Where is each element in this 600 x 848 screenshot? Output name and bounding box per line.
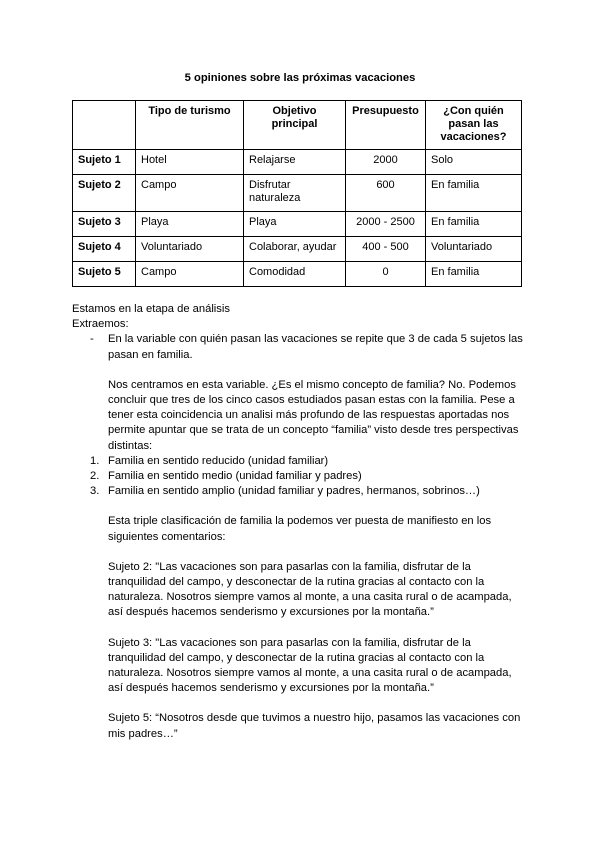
table-cell: Voluntariado <box>426 237 522 262</box>
analysis-text <box>72 302 528 742</box>
paragraph: Esta triple clasificación de familia la podemos ver puesta de manifiesto en los siguientes comentarios: <box>108 515 492 543</box>
table-cell: Disfrutar naturaleza <box>244 175 346 212</box>
list-number: 2. <box>90 470 100 483</box>
list-text: Familia en sentido medio (unidad familiar y padres) <box>108 470 362 483</box>
table-cell: 0 <box>346 262 426 287</box>
table-cell: En familia <box>426 262 522 287</box>
table-header-cell: Tipo de turismo <box>136 101 244 150</box>
table-cell: Campo <box>136 262 244 287</box>
opinions-table <box>72 100 522 287</box>
quote-paragraph: Sujeto 5: “Nosotros desde que tuvimos a nuestro hijo, pasamos las vacaciones con mis padres…” <box>108 712 521 740</box>
table-row <box>73 262 522 287</box>
list-text: Familia en sentido reducido (unidad familiar) <box>108 454 329 467</box>
table-cell: 400 - 500 <box>346 237 426 262</box>
table-row <box>73 175 522 212</box>
table-cell: Sujeto 3 <box>73 212 136 237</box>
table-header-cell: Objetivo principal <box>244 101 346 150</box>
table-row <box>73 237 522 262</box>
list-number: 3. <box>90 485 100 498</box>
table-cell: Playa <box>244 212 346 237</box>
table-header-cell: ¿Con quién pasan las vacaciones? <box>426 101 522 150</box>
table-header-cell: Presupuesto <box>346 101 426 150</box>
table-cell: En familia <box>426 212 522 237</box>
list-text: Familia en sentido amplio (unidad familiar y padres, hermanos, sobrinos…) <box>108 485 480 498</box>
page-title: 5 opiniones sobre las próximas vacaciones <box>184 72 416 84</box>
list-item <box>72 484 528 499</box>
paragraph: Estamos en la etapa de análisis <box>72 303 230 315</box>
table-header-cell <box>73 101 136 150</box>
table-row <box>73 150 522 175</box>
table-cell: Colaborar, ayudar <box>244 237 346 262</box>
table-cell: En familia <box>426 175 522 212</box>
table-row <box>73 212 522 237</box>
table-cell: Voluntariado <box>136 237 244 262</box>
table-cell: 2000 - 2500 <box>346 212 426 237</box>
table-cell: Sujeto 5 <box>73 262 136 287</box>
list-number: 1. <box>90 454 100 467</box>
paragraph: Nos centramos en esta variable. ¿Es el mismo concepto de familia? No. Podemos concluir que tres de los cinco casos estudiados pasan estas con la familia. Pese a tener esta coincidencia un analisi más profundo de las respuestas aportadas nos permite apuntar que se trata de un concepto “familia” visto desde tres perspectivas distintas: <box>108 378 519 452</box>
quote-paragraph: Sujeto 3: "Las vacaciones son para pasarlas con la familia, disfrutar de la tranquilidad del campo, y desconectar de la rutina gracias al contacto con la naturaleza. Nosotros siempre vamos al monte, a una casita rural o de acampada, así después hacemos senderismo y excursiones por la montaña.” <box>108 636 512 695</box>
quote-paragraph: Sujeto 2: "Las vacaciones son para pasarlas con la familia, disfrutar de la tranquilidad del campo, y desconectar de la rutina gracias al contacto con la naturaleza. Nosotros siempre vamos al monte, a una casita rural o de acampada, así después hacemos senderismo y excursiones por la montaña.” <box>108 560 512 619</box>
table-cell: Playa <box>136 212 244 237</box>
table-cell: 2000 <box>346 150 426 175</box>
table-cell: Campo <box>136 175 244 212</box>
dash-marker: - <box>90 333 94 346</box>
table-cell: Sujeto 1 <box>73 150 136 175</box>
table-cell: Relajarse <box>244 150 346 175</box>
bullet-item <box>72 332 528 362</box>
table-cell: Sujeto 4 <box>73 237 136 262</box>
table-cell: Solo <box>426 150 522 175</box>
paragraph: Extraemos: <box>72 318 129 331</box>
table-cell: Sujeto 2 <box>73 175 136 212</box>
bullet-text: En la variable con quién pasan las vacaciones se repite que 3 de cada 5 sujetos las pasan en familia. <box>108 333 523 361</box>
list-item <box>72 469 528 484</box>
list-item <box>72 454 528 469</box>
table-cell: 600 <box>346 175 426 212</box>
table-cell: Hotel <box>136 150 244 175</box>
table-header-row <box>73 101 522 150</box>
table-cell: Comodidad <box>244 262 346 287</box>
